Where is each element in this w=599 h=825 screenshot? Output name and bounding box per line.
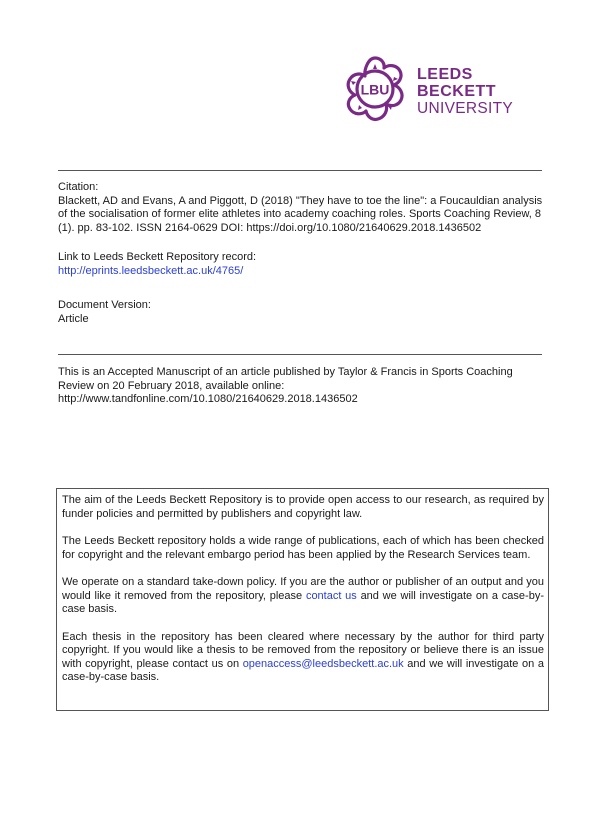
- manuscript-note: This is an Accepted Manuscript of an article published by Taylor & Francis in Sports Coaching Review on 20 February 2018, available online: http://www.tandfonline.com/10.1080/21640629.2018.1436502: [58, 366, 513, 405]
- repository-notice-box: [56, 488, 549, 711]
- contact-us-link[interactable]: contact us: [305, 589, 357, 602]
- repository-link-section: [58, 251, 548, 278]
- middle-divider: [58, 354, 542, 355]
- citation-section: [58, 181, 548, 235]
- document-version-section: [58, 299, 548, 326]
- university-logo: [341, 55, 551, 125]
- notice-paragraph-takedown: We operate on a standard take-down policy. If you are the author or publisher of an output and you would like it removed from the repository, please contact us and we will investigate on a case-by-case basis.: [62, 576, 544, 615]
- repository-link-label: Link to Leeds Beckett Repository record:: [58, 251, 257, 263]
- logo-line-beckett: BECKETT: [417, 83, 497, 100]
- notice-paragraph-aim: The aim of the Leeds Beckett Repository is to provide open access to our research, as required by funder policies and permitted by publishers and copyright law.: [62, 494, 544, 520]
- document-version-value: Article: [58, 312, 89, 325]
- document-version-label: Document Version:: [58, 299, 151, 311]
- logo-line-university: UNIVERSITY: [417, 100, 514, 117]
- openaccess-email-link[interactable]: openaccess@leedsbeckett.ac.uk: [242, 657, 404, 670]
- emblem-lettering: [341, 55, 409, 123]
- university-name: [417, 67, 513, 118]
- notice-paragraph-publications: The Leeds Beckett repository holds a wide range of publications, each of which has been checked for copyright and the relevant embargo period has been applied by the Research Services team.: [62, 535, 544, 561]
- notice-paragraph-thesis: Each thesis in the repository has been cleared where necessary by the author for third party copyright. If you would like a thesis to be removed from the repository or believe there is an issue with copyright, please contact us on openaccess@leedsbeckett.ac.uk and we will investigate on a case-by-case basis.: [62, 630, 544, 683]
- top-divider: [58, 170, 542, 171]
- repository-link[interactable]: http://eprints.leedsbeckett.ac.uk/4765/: [58, 264, 244, 277]
- logo-line-leeds: LEEDS: [417, 66, 473, 83]
- citation-label: Citation:: [58, 181, 99, 193]
- citation-text: Blackett, AD and Evans, A and Piggott, D (2018) "They have to toe the line": a Foucauldian analysis of the socialisation of former elite athletes into academy coaching roles. Sports Coaching Review, 8 (1). pp. 83-102. ISSN 2164-0629 DOI: https://doi.org/10.1080/21640629.2018.1436502: [58, 194, 543, 234]
- emblem-text: LBU: [360, 81, 390, 98]
